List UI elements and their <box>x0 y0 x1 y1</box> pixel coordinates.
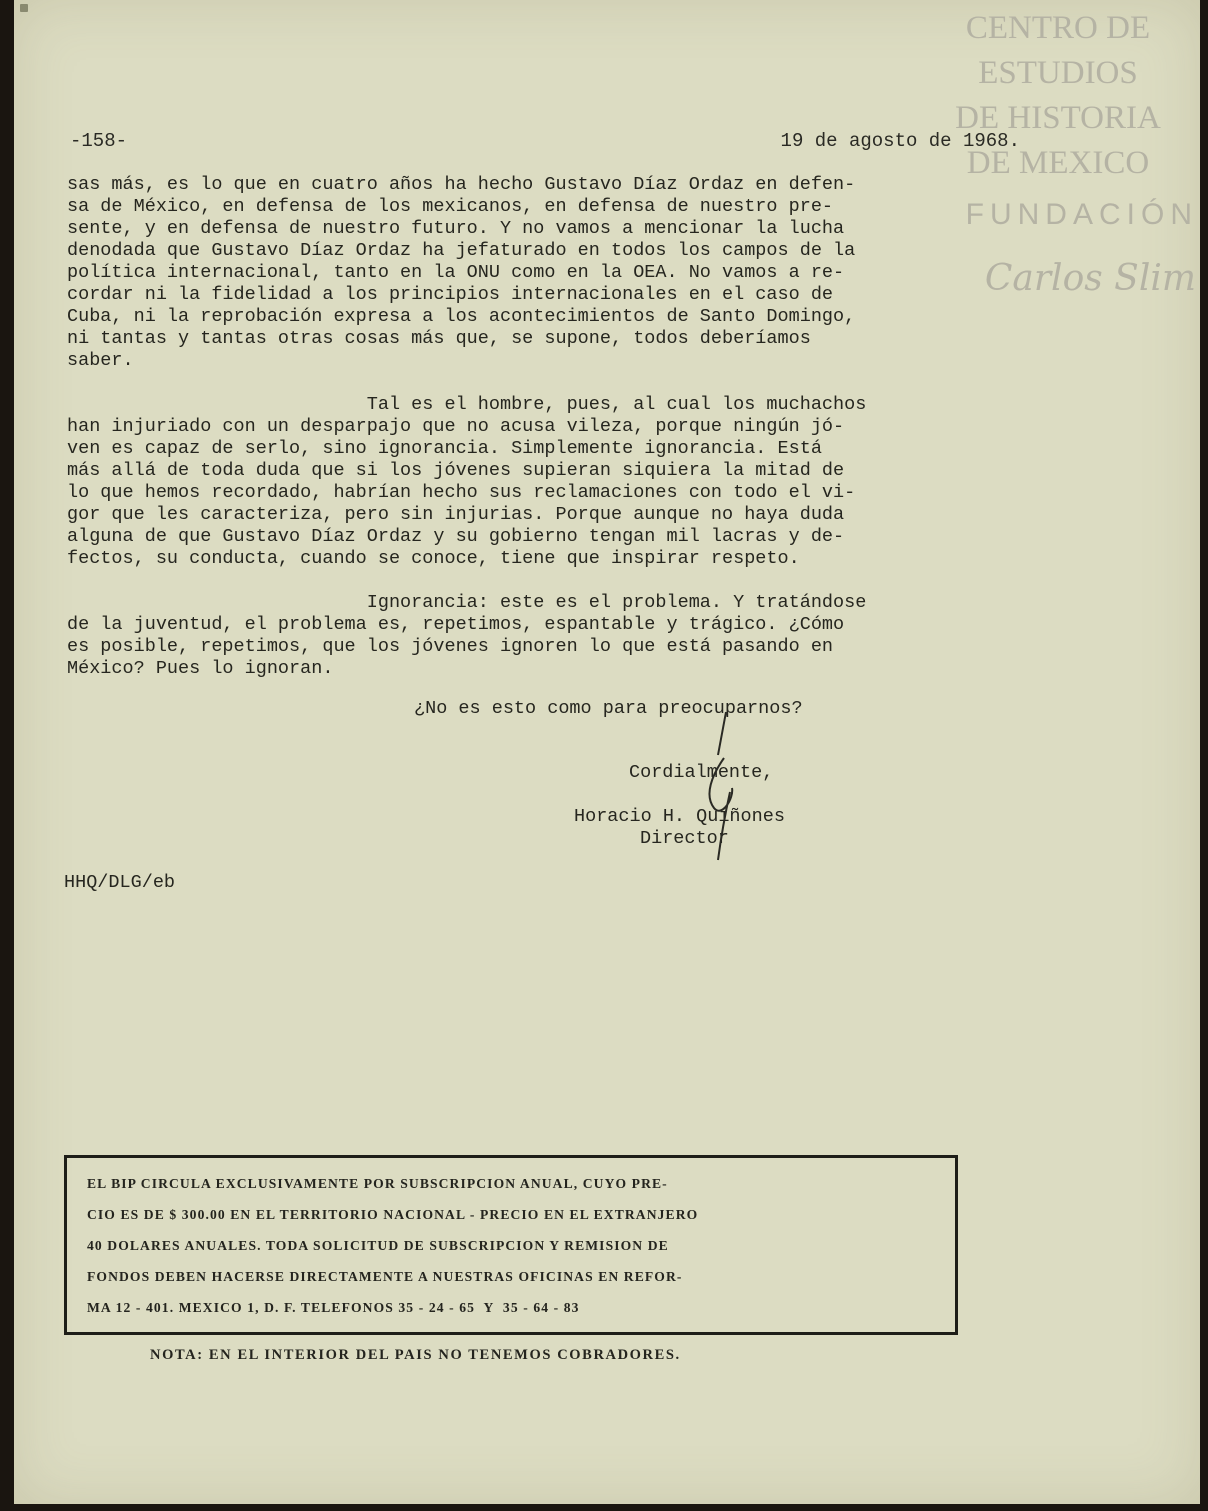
body-line: ni tantas y tantas otras cosas más que, se supone, todos deberíamos <box>67 328 811 349</box>
body-line: es posible, repetimos, que los jóvenes ignoren lo que está pasando en <box>67 636 834 657</box>
page-number: -158- <box>70 130 128 152</box>
notice-line: MA 12 - 401. MEXICO 1, D. F. TELEFONOS 35 - 24 - 65 Y 35 - 64 - 83 <box>87 1300 580 1315</box>
body-line: fectos, su conducta, cuando se conoce, tiene que inspirar respeto. <box>67 548 800 569</box>
watermark-line-4: DE MEXICO <box>966 145 1150 181</box>
collectors-note: NOTA: EN EL INTERIOR DEL PAIS NO TENEMOS COBRADORES. <box>150 1347 681 1363</box>
signer-name: Horacio H. Quiñones <box>574 806 785 827</box>
closing-question: ¿No es esto como para preocuparnos? <box>414 698 803 719</box>
document-page <box>14 0 1200 1504</box>
watermark-foundation: FUNDACIÓN <box>965 198 1198 231</box>
body-line: México? Pues lo ignoran. <box>67 658 334 679</box>
body-line: saber. <box>67 350 134 371</box>
body-line: cordar ni la fidelidad a los principios internacionales en el caso de <box>67 284 834 305</box>
notice-line: 40 DOLARES ANUALES. TODA SOLICITUD DE SUBSCRIPCION Y REMISION DE <box>87 1238 669 1253</box>
body-line: Ignorancia: este es el problema. Y tratándose <box>67 592 867 613</box>
body-line: denodada que Gustavo Díaz Ordaz ha jefaturado en todos los campos de la <box>67 240 856 261</box>
notice-line: CIO ES DE $ 300.00 EN EL TERRITORIO NACIONAL - PRECIO EN EL EXTRANJERO <box>87 1207 699 1222</box>
watermark-line-2: ESTUDIOS <box>978 55 1138 91</box>
body-line: Tal es el hombre, pues, al cual los muchachos <box>67 394 867 415</box>
notice-line: FONDOS DEBEN HACERSE DIRECTAMENTE A NUESTRAS OFICINAS EN REFOR- <box>87 1269 683 1284</box>
body-line: de la juventud, el problema es, repetimos, espantable y trágico. ¿Cómo <box>67 614 845 635</box>
body-line: gor que les caracteriza, pero sin injurias. Porque aunque no haya duda <box>67 504 845 525</box>
body-line: sa de México, en defensa de los mexicanos, en defensa de nuestro pre- <box>67 196 834 217</box>
body-line: han injuriado con un desparpajo que no acusa vileza, porque ningún jó- <box>67 416 845 437</box>
watermark-signature: Carlos Slim <box>984 258 1196 299</box>
watermark-line-1: CENTRO DE <box>965 10 1151 46</box>
notice-line: EL BIP CIRCULA EXCLUSIVAMENTE POR SUBSCRIPCION ANUAL, CUYO PRE- <box>87 1176 668 1191</box>
subscription-notice <box>64 1155 958 1335</box>
watermark-line-3: DE HISTORIA <box>955 100 1161 136</box>
corner-mark <box>20 4 28 12</box>
page-header <box>70 130 1020 160</box>
body-line: ven es capaz de serlo, sino ignorancia. Simplemente ignorancia. Está <box>67 438 822 459</box>
body-line: lo que hemos recordado, habrían hecho sus reclamaciones con todo el vi- <box>67 482 856 503</box>
valediction: Cordialmente, <box>629 762 774 783</box>
body-line: Cuba, ni la reprobación expresa a los acontecimientos de Santo Domingo, <box>67 306 856 327</box>
body-line: sas más, es lo que en cuatro años ha hecho Gustavo Díaz Ordaz en defen- <box>67 174 856 195</box>
letter-body <box>67 174 1027 680</box>
body-line: más allá de toda duda que si los jóvenes supieran siquiera la mitad de <box>67 460 845 481</box>
reference-initials: HHQ/DLG/eb <box>64 872 176 893</box>
body-line: alguna de que Gustavo Díaz Ordaz y su gobierno tengan mil lacras y de- <box>67 526 845 547</box>
body-line: política internacional, tanto en la ONU como en la OEA. No vamos a re- <box>67 262 845 283</box>
handwritten-signature <box>674 700 794 880</box>
letter-date: 19 de agosto de 1968. <box>780 130 1020 152</box>
body-line: sente, y en defensa de nuestro futuro. Y no vamos a mencionar la lucha <box>67 218 845 239</box>
signer-title: Director <box>640 828 729 849</box>
